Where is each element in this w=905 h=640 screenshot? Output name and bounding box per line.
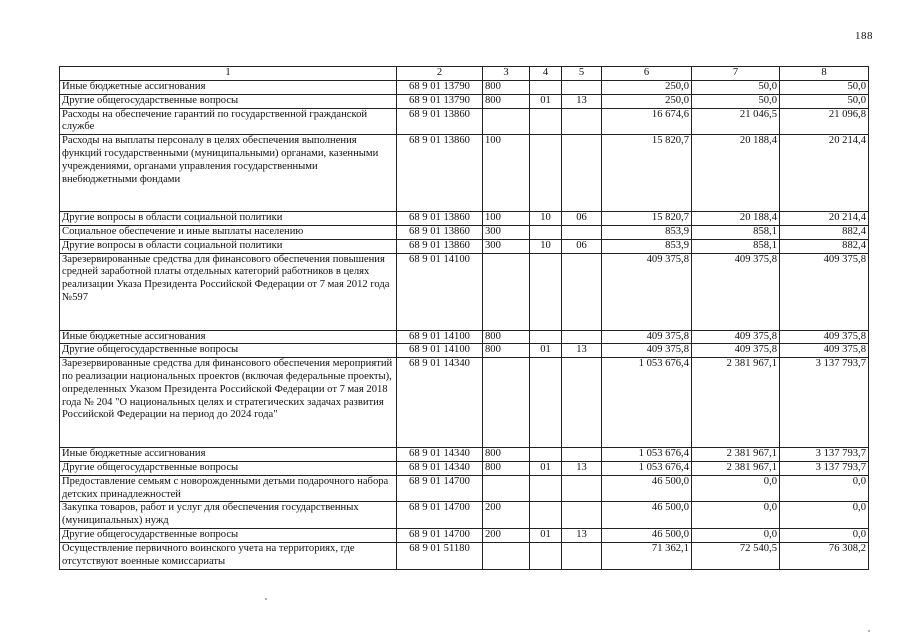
row-name-cell: Другие общегосударственные вопросы <box>60 94 397 108</box>
row-value7-cell: 50,0 <box>692 94 780 108</box>
row-code-cell: 68 9 01 14340 <box>397 358 483 448</box>
table-row <box>60 108 869 135</box>
row-col5-cell <box>562 502 602 529</box>
row-value6-cell: 1 053 676,4 <box>602 358 692 448</box>
row-code-cell: 68 9 01 13860 <box>397 135 483 212</box>
row-value8-cell: 409 375,8 <box>780 330 869 344</box>
row-col4-cell <box>530 81 562 95</box>
row-value6-cell: 409 375,8 <box>602 253 692 330</box>
row-col5-cell <box>562 135 602 212</box>
row-name-cell: Закупка товаров, работ и услуг для обеспечения государственных (муниципальных) нужд <box>60 502 397 529</box>
table-row <box>60 448 869 462</box>
row-col3-cell: 800 <box>483 330 530 344</box>
row-value7-cell: 2 381 967,1 <box>692 358 780 448</box>
row-value7-cell: 858,1 <box>692 239 780 253</box>
table-header-row <box>60 67 869 81</box>
row-name-cell: Другие вопросы в области социальной политики <box>60 239 397 253</box>
row-col5-cell <box>562 542 602 569</box>
row-col4-cell: 10 <box>530 212 562 226</box>
row-value7-cell: 0,0 <box>692 528 780 542</box>
row-value7-cell: 409 375,8 <box>692 344 780 358</box>
row-value7-cell: 0,0 <box>692 502 780 529</box>
page-number: 188 <box>855 30 873 42</box>
row-value6-cell: 250,0 <box>602 94 692 108</box>
header-col-2: 2 <box>397 67 483 81</box>
row-value8-cell: 882,4 <box>780 225 869 239</box>
row-value7-cell: 20 188,4 <box>692 212 780 226</box>
row-code-cell: 68 9 01 14340 <box>397 461 483 475</box>
row-col5-cell: 06 <box>562 212 602 226</box>
row-value8-cell: 3 137 793,7 <box>780 461 869 475</box>
row-name-cell: Социальное обеспечение и иные выплаты населению <box>60 225 397 239</box>
row-col5-cell: 06 <box>562 239 602 253</box>
row-col3-cell <box>483 475 530 502</box>
row-col5-cell: 13 <box>562 94 602 108</box>
row-value8-cell: 409 375,8 <box>780 344 869 358</box>
row-col5-cell <box>562 448 602 462</box>
row-name-cell: Зарезервированные средства для финансового обеспечения мероприятий по реализации национальных проектов (включая федеральные проекты), определенных Указом Президента Российской Федерации от 7 мая 2018 года № 204 "О национальных целях и стратегических задачах развития Российской Федерации на период до 2024 года" <box>60 358 397 448</box>
row-value6-cell: 16 674,6 <box>602 108 692 135</box>
row-col5-cell: 13 <box>562 344 602 358</box>
row-col5-cell <box>562 225 602 239</box>
table-row <box>60 94 869 108</box>
row-col5-cell <box>562 108 602 135</box>
row-value6-cell: 1 053 676,4 <box>602 448 692 462</box>
table-row <box>60 475 869 502</box>
row-name-cell: Предоставление семьям с новорожденными детьми подарочного набора детских принадлежностей <box>60 475 397 502</box>
row-code-cell: 68 9 01 14700 <box>397 502 483 529</box>
row-col4-cell <box>530 475 562 502</box>
row-code-cell: 68 9 01 14100 <box>397 344 483 358</box>
row-value8-cell: 21 096,8 <box>780 108 869 135</box>
row-value8-cell: 3 137 793,7 <box>780 358 869 448</box>
row-col4-cell <box>530 502 562 529</box>
row-col4-cell <box>530 253 562 330</box>
table-row <box>60 358 869 448</box>
row-value8-cell: 0,0 <box>780 528 869 542</box>
row-col5-cell <box>562 330 602 344</box>
row-name-cell: Другие общегосударственные вопросы <box>60 344 397 358</box>
header-col-5: 5 <box>562 67 602 81</box>
row-code-cell: 68 9 01 13860 <box>397 225 483 239</box>
row-col4-cell <box>530 448 562 462</box>
row-value6-cell: 15 820,7 <box>602 135 692 212</box>
row-value6-cell: 853,9 <box>602 225 692 239</box>
row-value8-cell: 76 308,2 <box>780 542 869 569</box>
row-value8-cell: 20 214,4 <box>780 135 869 212</box>
row-col4-cell <box>530 108 562 135</box>
row-col3-cell: 800 <box>483 461 530 475</box>
row-code-cell: 68 9 01 13860 <box>397 239 483 253</box>
table-row <box>60 225 869 239</box>
row-col4-cell: 01 <box>530 94 562 108</box>
row-value7-cell: 20 188,4 <box>692 135 780 212</box>
row-code-cell: 68 9 01 14100 <box>397 253 483 330</box>
row-col5-cell <box>562 358 602 448</box>
row-col5-cell <box>562 253 602 330</box>
row-col3-cell: 100 <box>483 212 530 226</box>
row-name-cell: Зарезервированные средства для финансового обеспечения повышения средней заработной платы отдельных категорий работников в целях реализации Указа Президента Российской Федерации от 7 мая 2012 года №597 <box>60 253 397 330</box>
row-value7-cell: 2 381 967,1 <box>692 448 780 462</box>
row-value7-cell: 50,0 <box>692 81 780 95</box>
row-value7-cell: 21 046,5 <box>692 108 780 135</box>
row-value6-cell: 46 500,0 <box>602 528 692 542</box>
row-col3-cell: 200 <box>483 528 530 542</box>
row-name-cell: Расходы на выплаты персоналу в целях обеспечения выполнения функций государственными (муниципальными) органами, казенными учреждениями, органами управления государственными внебюджетными фондами <box>60 135 397 212</box>
row-value8-cell: 409 375,8 <box>780 253 869 330</box>
table-row <box>60 81 869 95</box>
row-col3-cell: 800 <box>483 344 530 358</box>
row-value8-cell: 50,0 <box>780 94 869 108</box>
row-col4-cell <box>530 135 562 212</box>
row-col4-cell: 01 <box>530 344 562 358</box>
header-col-6: 6 <box>602 67 692 81</box>
row-value6-cell: 46 500,0 <box>602 502 692 529</box>
row-code-cell: 68 9 01 14340 <box>397 448 483 462</box>
row-col3-cell <box>483 253 530 330</box>
table-row <box>60 542 869 569</box>
row-col4-cell: 01 <box>530 528 562 542</box>
row-value7-cell: 858,1 <box>692 225 780 239</box>
table-row <box>60 212 869 226</box>
row-col5-cell <box>562 81 602 95</box>
row-name-cell: Другие общегосударственные вопросы <box>60 528 397 542</box>
row-code-cell: 68 9 01 13860 <box>397 108 483 135</box>
row-value8-cell: 0,0 <box>780 475 869 502</box>
row-value7-cell: 72 540,5 <box>692 542 780 569</box>
header-col-8: 8 <box>780 67 869 81</box>
scan-dot <box>868 630 870 632</box>
row-code-cell: 68 9 01 13860 <box>397 212 483 226</box>
scan-dot <box>265 598 267 600</box>
row-value6-cell: 71 362,1 <box>602 542 692 569</box>
row-name-cell: Другие вопросы в области социальной политики <box>60 212 397 226</box>
table-row <box>60 239 869 253</box>
row-value7-cell: 409 375,8 <box>692 330 780 344</box>
table-row <box>60 253 869 330</box>
table-row <box>60 135 869 212</box>
row-col3-cell: 300 <box>483 239 530 253</box>
row-name-cell: Другие общегосударственные вопросы <box>60 461 397 475</box>
row-value8-cell: 3 137 793,7 <box>780 448 869 462</box>
table-row <box>60 528 869 542</box>
row-code-cell: 68 9 01 14700 <box>397 475 483 502</box>
row-col5-cell: 13 <box>562 528 602 542</box>
row-col3-cell: 100 <box>483 135 530 212</box>
row-col4-cell: 01 <box>530 461 562 475</box>
row-col3-cell <box>483 542 530 569</box>
row-col4-cell <box>530 225 562 239</box>
row-name-cell: Расходы на обеспечение гарантий по государственной гражданской службе <box>60 108 397 135</box>
row-name-cell: Осуществление первичного воинского учета на территориях, где отсутствуют военные комиссариаты <box>60 542 397 569</box>
row-value6-cell: 15 820,7 <box>602 212 692 226</box>
header-col-1: 1 <box>60 67 397 81</box>
row-name-cell: Иные бюджетные ассигнования <box>60 448 397 462</box>
row-code-cell: 68 9 01 13790 <box>397 94 483 108</box>
row-col3-cell: 800 <box>483 94 530 108</box>
row-value7-cell: 0,0 <box>692 475 780 502</box>
row-code-cell: 68 9 01 14700 <box>397 528 483 542</box>
row-col5-cell <box>562 475 602 502</box>
row-value6-cell: 46 500,0 <box>602 475 692 502</box>
row-col3-cell: 800 <box>483 448 530 462</box>
row-value8-cell: 0,0 <box>780 502 869 529</box>
table-row <box>60 330 869 344</box>
header-col-4: 4 <box>530 67 562 81</box>
row-col4-cell <box>530 330 562 344</box>
row-col4-cell: 10 <box>530 239 562 253</box>
row-value6-cell: 1 053 676,4 <box>602 461 692 475</box>
table-body <box>60 81 869 570</box>
header-col-7: 7 <box>692 67 780 81</box>
row-col4-cell <box>530 358 562 448</box>
row-col3-cell <box>483 108 530 135</box>
row-col3-cell: 200 <box>483 502 530 529</box>
row-name-cell: Иные бюджетные ассигнования <box>60 330 397 344</box>
row-col5-cell: 13 <box>562 461 602 475</box>
header-col-3: 3 <box>483 67 530 81</box>
row-col3-cell: 800 <box>483 81 530 95</box>
budget-table <box>59 66 869 570</box>
row-col3-cell <box>483 358 530 448</box>
table-row <box>60 461 869 475</box>
table-row <box>60 344 869 358</box>
row-col4-cell <box>530 542 562 569</box>
row-value8-cell: 882,4 <box>780 239 869 253</box>
row-code-cell: 68 9 01 51180 <box>397 542 483 569</box>
row-col3-cell: 300 <box>483 225 530 239</box>
row-value6-cell: 409 375,8 <box>602 344 692 358</box>
row-code-cell: 68 9 01 14100 <box>397 330 483 344</box>
row-value7-cell: 2 381 967,1 <box>692 461 780 475</box>
row-value8-cell: 20 214,4 <box>780 212 869 226</box>
table-row <box>60 502 869 529</box>
row-value8-cell: 50,0 <box>780 81 869 95</box>
row-value6-cell: 853,9 <box>602 239 692 253</box>
row-value7-cell: 409 375,8 <box>692 253 780 330</box>
row-code-cell: 68 9 01 13790 <box>397 81 483 95</box>
row-value6-cell: 250,0 <box>602 81 692 95</box>
row-name-cell: Иные бюджетные ассигнования <box>60 81 397 95</box>
row-value6-cell: 409 375,8 <box>602 330 692 344</box>
